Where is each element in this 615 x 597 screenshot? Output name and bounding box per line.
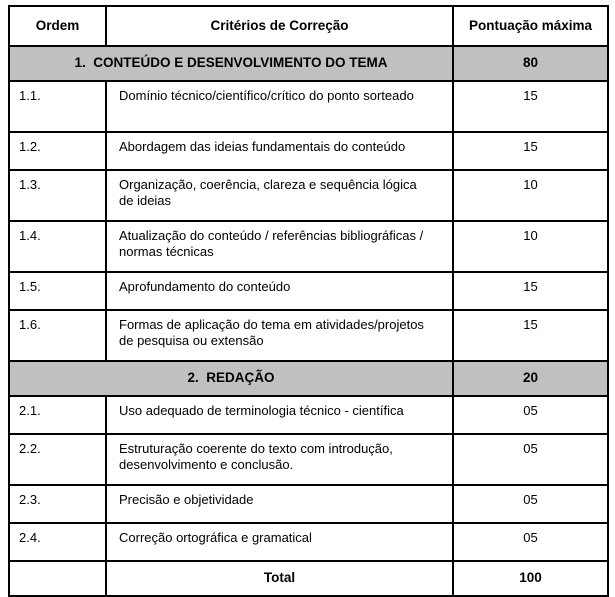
points-cell: 15 [453, 81, 608, 132]
table-row [9, 434, 608, 485]
ordem-cell: 2.1. [9, 396, 106, 434]
table-row [9, 396, 608, 434]
table-row [9, 485, 608, 523]
criterio-cell: Uso adequado de terminologia técnico - científica [106, 396, 453, 434]
criterio-cell: Formas de aplicação do tema em atividades/projetos de pesquisa ou extensão [106, 310, 453, 361]
header-pontuacao-maxima: Pontuação máxima [453, 6, 608, 46]
points-cell: 10 [453, 221, 608, 272]
table-row [9, 170, 608, 221]
table-row [9, 81, 608, 132]
ordem-cell: 1.6. [9, 310, 106, 361]
section-label: 2. REDAÇÃO [9, 361, 453, 396]
ordem-cell: 2.2. [9, 434, 106, 485]
ordem-cell: 1.2. [9, 132, 106, 170]
ordem-cell: 1.4. [9, 221, 106, 272]
criterio-cell: Abordagem das ideias fundamentais do conteúdo [106, 132, 453, 170]
header-criterios: Critérios de Correção [106, 6, 453, 46]
ordem-cell: 2.3. [9, 485, 106, 523]
points-cell: 15 [453, 132, 608, 170]
points-cell: 05 [453, 523, 608, 561]
points-cell: 05 [453, 485, 608, 523]
points-cell: 05 [453, 434, 608, 485]
section-label: 1. CONTEÚDO E DESENVOLVIMENTO DO TEMA [9, 46, 453, 81]
table-row [9, 310, 608, 361]
table-header-row [9, 6, 608, 46]
total-label: Total [106, 561, 453, 596]
section-row-conteudo [9, 46, 608, 81]
points-cell: 10 [453, 170, 608, 221]
total-row [9, 561, 608, 596]
ordem-cell: 1.3. [9, 170, 106, 221]
table-row [9, 523, 608, 561]
ordem-cell: 2.4. [9, 523, 106, 561]
section-row-redacao [9, 361, 608, 396]
ordem-cell: 1.1. [9, 81, 106, 132]
criterio-cell: Correção ortográfica e gramatical [106, 523, 453, 561]
total-points: 100 [453, 561, 608, 596]
criterio-cell: Precisão e objetividade [106, 485, 453, 523]
section-points: 80 [453, 46, 608, 81]
points-cell: 15 [453, 272, 608, 310]
criterio-cell: Organização, coerência, clareza e sequência lógica de ideias [106, 170, 453, 221]
ordem-cell: 1.5. [9, 272, 106, 310]
criterio-cell: Domínio técnico/científico/crítico do ponto sorteado [106, 81, 453, 132]
header-ordem: Ordem [9, 6, 106, 46]
table-row [9, 272, 608, 310]
table-row [9, 132, 608, 170]
scoring-criteria-table [8, 5, 609, 597]
table-row [9, 221, 608, 272]
total-empty-cell [9, 561, 106, 596]
criterio-cell: Aprofundamento do conteúdo [106, 272, 453, 310]
points-cell: 15 [453, 310, 608, 361]
section-points: 20 [453, 361, 608, 396]
points-cell: 05 [453, 396, 608, 434]
criterio-cell: Estruturação coerente do texto com introdução, desenvolvimento e conclusão. [106, 434, 453, 485]
criterio-cell: Atualização do conteúdo / referências bibliográficas / normas técnicas [106, 221, 453, 272]
